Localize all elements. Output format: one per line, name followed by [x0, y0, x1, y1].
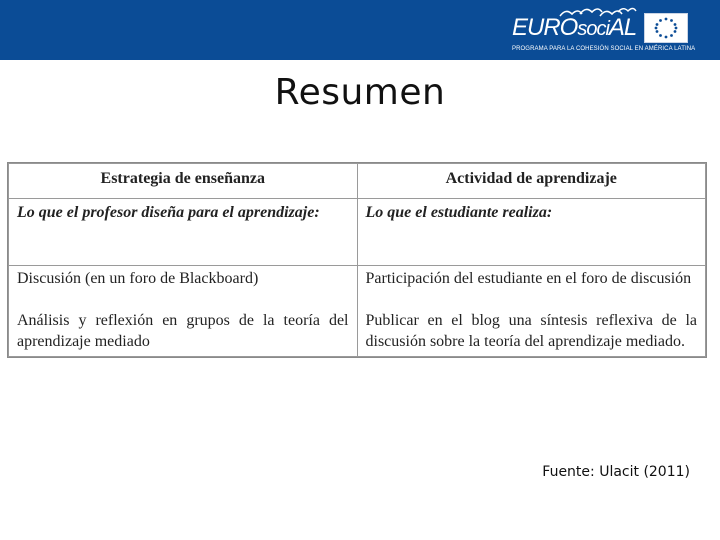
- strategy-cell: [9, 266, 358, 357]
- table-subheader-row: [9, 199, 706, 266]
- activity-cell: [357, 266, 706, 357]
- source-citation: Fuente: Ulacit (2011): [542, 464, 690, 480]
- slide-title: Resumen: [274, 72, 446, 113]
- eu-flag-icon: [644, 13, 688, 43]
- logo-wordmark: EUROsociAL: [512, 14, 637, 41]
- activity-item-participation: Participación del estudiante en el foro de discusión: [365, 270, 692, 287]
- subheader-student: Lo que el estudiante realiza:: [357, 199, 706, 266]
- table-header-row: [9, 164, 706, 199]
- subheader-teacher: Lo que el profesor diseña para el aprendizaje:: [9, 199, 358, 266]
- logo-subtitle: PROGRAMA PARA LA COHESIÓN SOCIAL EN AMÉRICA LATINA: [512, 46, 696, 52]
- strategy-item-discussion: Discusión (en un foro de Blackboard): [17, 270, 259, 287]
- header-bar: [0, 0, 720, 60]
- header-strategy: Estrategia de enseñanza: [9, 164, 358, 199]
- strategy-item-analysis: Análisis y reflexión en grupos de la teoría del aprendizaje mediado: [17, 312, 349, 350]
- header-activity: Actividad de aprendizaje: [357, 164, 706, 199]
- summary-table: [7, 162, 707, 358]
- activity-item-blog: Publicar en el blog una síntesis reflexiva de la discusión sobre la teoría del aprendizaje mediado.: [365, 312, 697, 350]
- eurosocial-logo: [508, 6, 708, 56]
- table-row: [9, 266, 706, 357]
